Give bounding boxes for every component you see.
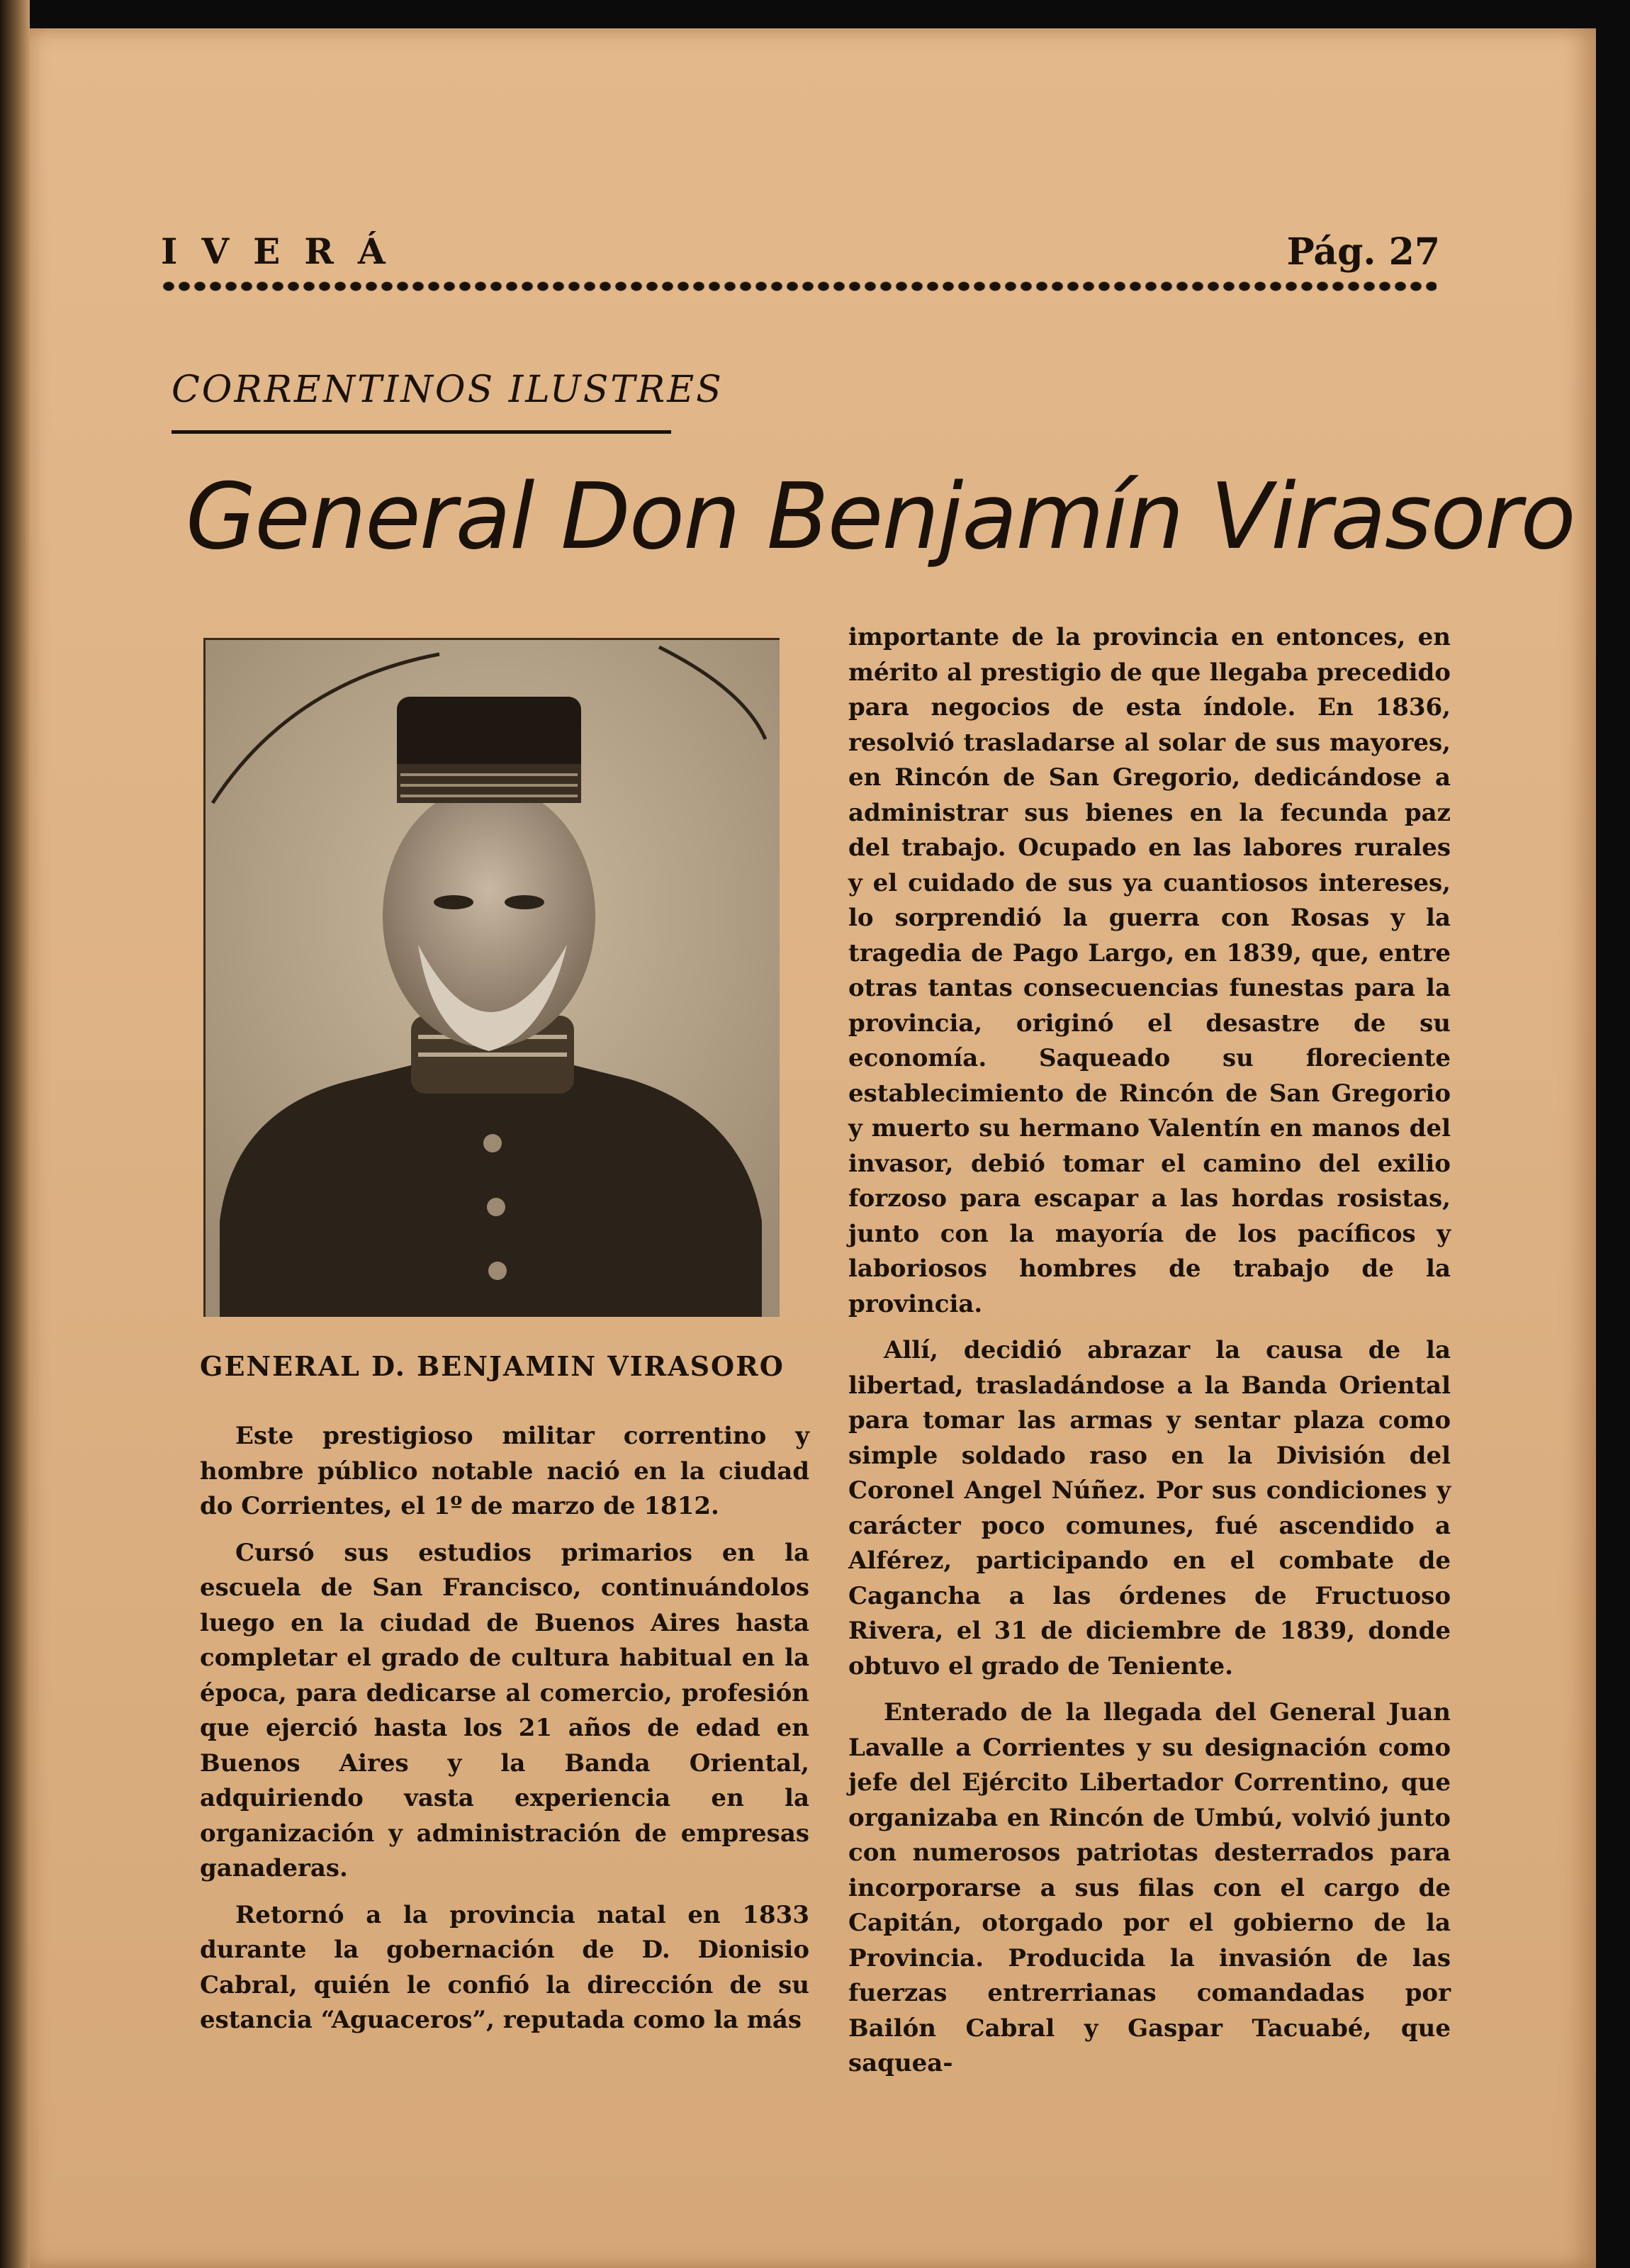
portrait-photo — [203, 638, 780, 1317]
running-head: IVERÁ — [161, 230, 410, 272]
ornamental-rule — [161, 280, 1437, 293]
article-column-left — [200, 1419, 809, 2038]
paragraph: importante de la provincia en entonces, en mérito al prestigio de que llegaba precedido para negocios de esta índole. En 1836, resolvió trasladarse al solar de sus mayores, en Rincón de San Gregorio, dedicándose a administrar sus bienes en la fecunda paz del trabajo. Ocupado en las labores rurales y el cuidado de sus ya cuantiosos intereses, lo sorprendió la guerra con Rosas y la tragedia de Pago Largo, en 1839, que, entre otras tantas consecuencias funestas para la provincia, originó el desastre de su economía. Saqueado su floreciente establecimiento de Rincón de San Gregorio y muerto su hermano Valentín en manos del invasor, debió tomar el camino del exilio forzoso para escapar a las hordas rosistas, junto con la mayoría de los pacíficos y laboriosos hombres de trabajo de la provincia. — [848, 623, 1451, 1318]
photo-caption: GENERAL D. BENJAMIN VIRASORO — [200, 1350, 785, 1382]
paragraph: Cursó sus estudios primarios en la escuela de San Francisco, continuándolos luego en la ciudad de Buenos Aires hasta completar el grado de cultura habitual en la época, para dedicarse al comercio, profesión que ejerció hasta los 21 años de edad en Buenos Aires y la Banda Oriental, adquiriendo vasta experiencia en la organización y administración de empresas ganaderas. — [200, 1538, 809, 1882]
paragraph: Retornó a la provincia natal en 1833 durante la gobernación de D. Dionisio Cabral, quién le confió la dirección de su estancia “Aguaceros”, reputada como la más — [200, 1900, 809, 2034]
paragraph: Este prestigioso militar correntino y hombre público notable nació en la ciudad do Corrientes, el 1º de marzo de 1812. — [200, 1422, 809, 1520]
article-title: General Don Benjamín Virasoro — [186, 464, 1575, 570]
section-label: CORRENTINOS ILUSTRES — [172, 369, 724, 411]
magazine-page — [30, 28, 1596, 2268]
paragraph: Allí, decidió abrazar la causa de la libertad, trasladándose a la Banda Oriental para tomar las armas y sentar plaza como simple soldado raso en la División del Coronel Angel Núñez. Por sus condiciones y carácter poco comunes, fué ascendido a Alférez, participando en el combate de Cagancha a las órdenes de Fructuoso Rivera, el 31 de diciembre de 1839, donde obtuvo el grado de Teniente. — [848, 1336, 1451, 1680]
adjacent-page-edge — [0, 0, 30, 2268]
section-underline — [172, 430, 671, 434]
page-number: Pág. 27 — [1286, 230, 1440, 274]
paragraph: Enterado de la llegada del General Juan Lavalle a Corrientes y su designación como jefe del Ejército Libertador Correntino, que organizaba en Rincón de Umbú, volvió junto con numerosos patriotas desterrados para incorporarse a sus filas con el cargo de Capitán, otorgado por el gobierno de la Provincia. Producida la invasión de las fuerzas entrerrianas comandadas por Bailón Cabral y Gaspar Tacuabé, que saquea- — [848, 1698, 1451, 2077]
article-column-right — [848, 620, 1451, 2082]
